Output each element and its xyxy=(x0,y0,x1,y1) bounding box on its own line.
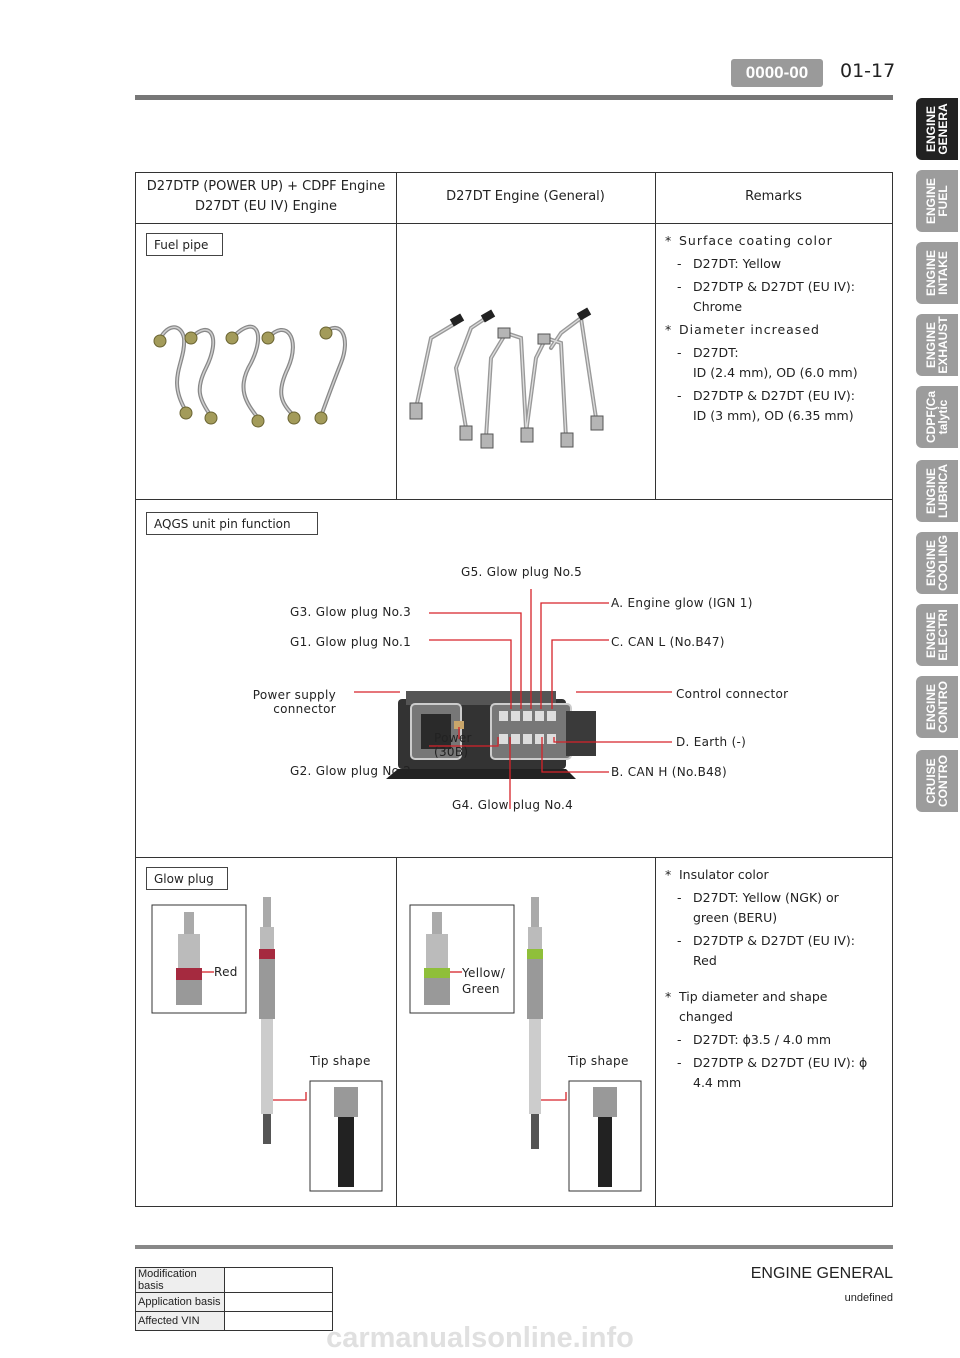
remark-sub-cont: ID (3 mm), OD (6.35 mm) xyxy=(693,408,854,423)
fuel-pipe-label: Fuel pipe xyxy=(146,233,223,256)
header-divider xyxy=(135,95,893,100)
tip-shape-right-label: Tip shape xyxy=(568,1054,629,1068)
tab-label-line1: ENGINE xyxy=(924,106,938,153)
footer-title: ENGINE GENERAL xyxy=(750,1265,893,1282)
application-basis-label: Application basis xyxy=(136,1293,225,1312)
col-divider xyxy=(655,173,656,499)
power-supply-label xyxy=(246,688,336,716)
tab-label xyxy=(925,535,949,591)
pin-g3-label: G3. Glow plug No.3 xyxy=(290,605,412,619)
pin-g1-label: G1. Glow plug No.1 xyxy=(290,635,412,649)
col1-header-line2: D27DT (EU IV) Engine xyxy=(194,199,338,214)
aqgs-label: AQGS unit pin function xyxy=(146,512,318,535)
col3-header: Remarks xyxy=(745,189,802,204)
tab-label-line2: CONTRO xyxy=(936,755,950,807)
pin-a-label: A. Engine glow (IGN 1) xyxy=(611,596,753,610)
tab-label-line1: ENGINE xyxy=(924,177,938,225)
remark-item-cont: changed xyxy=(679,1009,733,1024)
control-connector-label: Control connector xyxy=(676,687,789,701)
fuel-pipe-remarks xyxy=(663,231,888,426)
tab-label-line2: INTAKE xyxy=(936,251,950,295)
tab-label-line2: LUBRICA xyxy=(936,464,950,518)
tip-shape-left-label: Tip shape xyxy=(310,1054,371,1068)
tab-engine-cooling[interactable] xyxy=(916,532,958,594)
tab-label-line1: ENGINE xyxy=(924,249,938,297)
tab-label xyxy=(925,103,949,154)
pin-d-label: D. Earth (-) xyxy=(676,735,747,749)
tab-label-line2: CONTRO xyxy=(936,681,950,733)
remark-sub: - D27DT: xyxy=(663,343,888,363)
tab-engine-electri[interactable] xyxy=(916,604,958,666)
footer-divider xyxy=(135,1245,893,1249)
remark-sub: - D27DT: Yellow (NGK) or xyxy=(663,888,888,908)
remark-sub: - D27DT: ϕ3.5 / 4.0 mm xyxy=(663,1030,888,1050)
remark-item: * Surface coating color xyxy=(663,231,888,251)
col-divider xyxy=(655,857,656,1206)
tab-label-line2: FUEL xyxy=(936,185,950,217)
pin-g2-label: G2. Glow plug No.2 xyxy=(290,764,412,778)
tab-label-line2: COOLING xyxy=(936,535,950,591)
yellow-green-label xyxy=(462,965,505,997)
tab-label-line1: ENGINE xyxy=(924,684,938,731)
remark-sub: - D27DTP & D27DT (EU IV): xyxy=(663,386,888,406)
power-line2: (30B) xyxy=(434,745,469,759)
table-row xyxy=(136,1268,333,1293)
tab-label-line1: ENGINE xyxy=(924,540,938,587)
glow-plug-photo-new xyxy=(136,857,396,1206)
tab-label-line2: GENERA xyxy=(936,103,950,155)
red-label: Red xyxy=(214,965,238,979)
tab-engine-exhaust[interactable] xyxy=(916,314,958,376)
tab-label xyxy=(925,250,949,296)
table-row xyxy=(136,1293,333,1312)
pin-c-label: C. CAN L (No.B47) xyxy=(611,635,725,649)
page-number: 01-17 xyxy=(840,60,896,82)
tab-label-line1: CRUISE xyxy=(924,758,938,804)
tab-label-line2: ELECTRI xyxy=(936,609,950,661)
pin-g4-label: G4. Glow plug No.4 xyxy=(452,798,574,812)
col1-header xyxy=(136,177,396,217)
tab-engine-lubrica[interactable] xyxy=(916,460,958,522)
comparison-table xyxy=(135,172,893,1207)
glow-plug-photo-general xyxy=(396,857,655,1206)
tab-cdpf-ca-talytic[interactable] xyxy=(916,386,958,448)
tab-label xyxy=(925,464,949,518)
col2-header: D27DT Engine (General) xyxy=(446,189,605,204)
tab-label xyxy=(925,178,949,224)
tab-label-line2: EXHAUST xyxy=(936,316,950,374)
pin-b-label: B. CAN H (No.B48) xyxy=(611,765,727,779)
modification-basis-label: Modification basis xyxy=(136,1268,225,1293)
tab-label xyxy=(925,609,949,660)
watermark: carmanualsonline.info xyxy=(326,1322,634,1354)
col1-header-line1: D27DTP (POWER UP) + CDPF Engine xyxy=(146,179,386,194)
remark-sub: - D27DTP & D27DT (EU IV): ϕ xyxy=(663,1053,888,1073)
affected-vin-label: Affected VIN xyxy=(136,1312,225,1331)
tab-label xyxy=(925,755,949,807)
power-supply-line2: connector xyxy=(273,702,336,716)
tab-cruise-contro[interactable] xyxy=(916,750,958,812)
tab-label-line2: talytic xyxy=(936,399,950,435)
yellow-line1: Yellow/ xyxy=(462,966,506,980)
remark-sub-cont: 4.4 mm xyxy=(693,1075,742,1090)
tab-label-line1: CDPF(Ca xyxy=(924,390,938,444)
section-code-badge: 0000-00 xyxy=(731,59,823,87)
tab-label-line1: ENGINE xyxy=(924,322,938,369)
glow-plug-remarks xyxy=(663,865,888,1093)
power-line1: Power xyxy=(434,731,472,745)
tab-label-line1: ENGINE xyxy=(924,468,938,515)
footer-subtitle: undefined xyxy=(844,1292,893,1304)
tab-label xyxy=(925,681,949,733)
modification-basis-value xyxy=(225,1268,333,1293)
remark-item: * Tip diameter and shape xyxy=(663,987,888,1007)
yellow-line2: Green xyxy=(462,982,500,996)
power-30b-label xyxy=(434,731,472,759)
tab-label xyxy=(925,316,949,373)
tab-engine-intake[interactable] xyxy=(916,242,958,304)
remark-sub: - D27DTP & D27DT (EU IV): xyxy=(663,931,888,951)
tab-label-line1: ENGINE xyxy=(924,612,938,659)
tab-engine-genera[interactable] xyxy=(916,98,958,160)
remark-sub: - D27DTP & D27DT (EU IV): xyxy=(663,277,888,297)
remark-item: * Insulator color xyxy=(663,865,888,885)
row-divider xyxy=(136,223,892,224)
tab-engine-fuel[interactable] xyxy=(916,170,958,232)
tab-engine-contro[interactable] xyxy=(916,676,958,738)
fuel-pipe-photo-general xyxy=(396,298,655,458)
remark-sub: - D27DT: Yellow xyxy=(663,254,888,274)
remark-sub-cont: ID (2.4 mm), OD (6.0 mm) xyxy=(693,365,858,380)
remark-sub-cont: Red xyxy=(693,953,717,968)
remark-sub-cont: Chrome xyxy=(693,299,743,314)
glow-plug-label: Glow plug xyxy=(146,867,228,890)
remark-sub-cont: green (BERU) xyxy=(693,910,778,925)
tab-label xyxy=(925,391,949,443)
pin-g5-label: G5. Glow plug No.5 xyxy=(461,565,583,579)
remark-item: * Diameter increased xyxy=(663,320,888,340)
application-basis-value xyxy=(225,1293,333,1312)
power-supply-line1: Power supply xyxy=(252,688,336,702)
fuel-pipe-photo-new xyxy=(136,293,396,443)
